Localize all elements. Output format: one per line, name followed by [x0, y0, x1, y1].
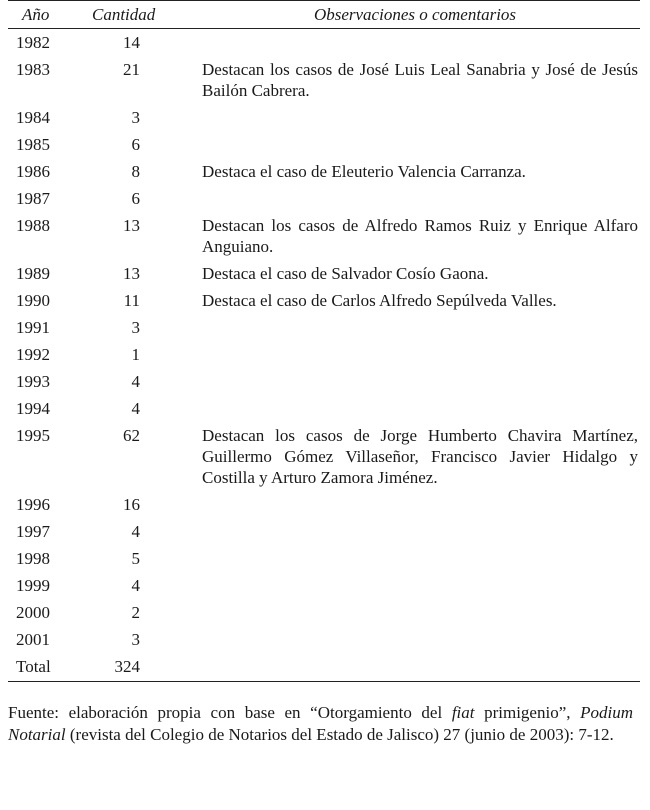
total-count: 324	[114, 657, 140, 676]
source-fiat: fiat	[451, 703, 475, 722]
count-cell: 14	[123, 33, 140, 52]
table-row	[8, 185, 640, 212]
count-cell: 16	[123, 495, 140, 514]
table-row	[8, 131, 640, 158]
count-cell: 3	[131, 108, 140, 127]
observation-cell	[190, 131, 640, 158]
count-cell: 13	[123, 216, 140, 235]
table-header	[8, 1, 640, 29]
observation-cell	[190, 104, 640, 131]
table-body	[8, 29, 640, 682]
count-cell: 11	[123, 291, 140, 310]
table-row	[8, 212, 640, 260]
observation-cell	[190, 545, 640, 572]
header-year: Año	[22, 5, 50, 24]
header-observations: Observaciones o comentarios	[313, 5, 517, 24]
count-cell: 3	[131, 630, 140, 649]
header-count: Cantidad	[92, 5, 156, 24]
table-row	[8, 341, 640, 368]
count-cell: 21	[123, 60, 140, 79]
source-text-1: Fuente: elaboración propia con base en “Otorgamiento del	[8, 703, 452, 722]
year-cell: 1988	[16, 216, 50, 235]
count-cell: 4	[131, 576, 140, 595]
count-cell: 2	[131, 603, 140, 622]
year-cell: 1983	[16, 60, 50, 79]
count-cell: 6	[131, 135, 140, 154]
year-cell: 1986	[16, 162, 50, 181]
year-cell: 1997	[16, 522, 50, 541]
observation-cell	[190, 368, 640, 395]
source-text-3: (revista del Colegio de Notarios del Estado de Jalisco) 27 (junio de 2003): 7-12.	[65, 725, 614, 744]
year-cell: 1989	[16, 264, 50, 283]
source-journal: Podium Notarial	[8, 703, 633, 744]
count-cell: 13	[123, 264, 140, 283]
year-cell: 1993	[16, 372, 50, 391]
year-cell: 1990	[16, 291, 50, 310]
observation-cell	[190, 314, 640, 341]
table-row	[8, 422, 640, 491]
total-observation	[190, 653, 640, 682]
total-row	[8, 653, 640, 682]
observation-cell: Destacan los casos de Jorge Humberto Chavira Martínez, Guillermo Gómez Villaseñor, Francisco Javier Hidalgo y Costilla y Arturo Zamora Jiménez.	[202, 426, 638, 487]
observation-cell: Destaca el caso de Carlos Alfredo Sepúlveda Valles.	[202, 291, 557, 310]
table-row	[8, 158, 640, 185]
observation-cell: Destacan los casos de José Luis Leal Sanabria y José de Jesús Bailón Cabrera.	[202, 60, 638, 100]
count-cell: 1	[131, 345, 140, 364]
header-row	[8, 1, 640, 29]
observation-cell	[190, 626, 640, 653]
year-cell: 1998	[16, 549, 50, 568]
observation-cell	[190, 185, 640, 212]
count-cell: 4	[131, 399, 140, 418]
table-row	[8, 104, 640, 131]
year-cell: 2000	[16, 603, 50, 622]
count-cell: 6	[131, 189, 140, 208]
cases-table	[8, 0, 640, 682]
table-row	[8, 314, 640, 341]
total-label: Total	[16, 657, 51, 676]
table-row	[8, 260, 640, 287]
observation-cell: Destaca el caso de Salvador Cosío Gaona.	[202, 264, 489, 283]
table-row	[8, 599, 640, 626]
source-text-2: primigenio”,	[474, 703, 581, 722]
year-cell: 1985	[16, 135, 50, 154]
year-cell: 1991	[16, 318, 50, 337]
document-page	[8, 0, 640, 763]
table-row	[8, 545, 640, 572]
year-cell: 1987	[16, 189, 50, 208]
observation-cell	[190, 341, 640, 368]
table-row	[8, 518, 640, 545]
observation-cell	[190, 491, 640, 518]
count-cell: 3	[131, 318, 140, 337]
year-cell: 2001	[16, 630, 50, 649]
year-cell: 1995	[16, 426, 50, 445]
table-row	[8, 287, 640, 314]
count-cell: 5	[131, 549, 140, 568]
table-row	[8, 29, 640, 57]
table-row	[8, 56, 640, 104]
table-row	[8, 572, 640, 599]
year-cell: 1992	[16, 345, 50, 364]
year-cell: 1982	[16, 33, 50, 52]
year-cell: 1996	[16, 495, 50, 514]
table-row	[8, 395, 640, 422]
observation-cell: Destaca el caso de Eleuterio Valencia Carranza.	[202, 162, 526, 181]
observation-cell: Destacan los casos de Alfredo Ramos Ruiz y Enrique Alfaro Anguiano.	[202, 216, 638, 256]
observation-cell	[190, 572, 640, 599]
table-row	[8, 368, 640, 395]
count-cell: 8	[131, 162, 140, 181]
year-cell: 1994	[16, 399, 50, 418]
count-cell: 62	[123, 426, 140, 445]
source-note	[8, 702, 633, 746]
observation-cell	[190, 518, 640, 545]
count-cell: 4	[131, 372, 140, 391]
year-cell: 1984	[16, 108, 50, 127]
table-row	[8, 491, 640, 518]
count-cell: 4	[131, 522, 140, 541]
year-cell: 1999	[16, 576, 50, 595]
observation-cell	[190, 599, 640, 626]
observation-cell	[190, 395, 640, 422]
observation-cell	[190, 29, 640, 57]
table-row	[8, 626, 640, 653]
